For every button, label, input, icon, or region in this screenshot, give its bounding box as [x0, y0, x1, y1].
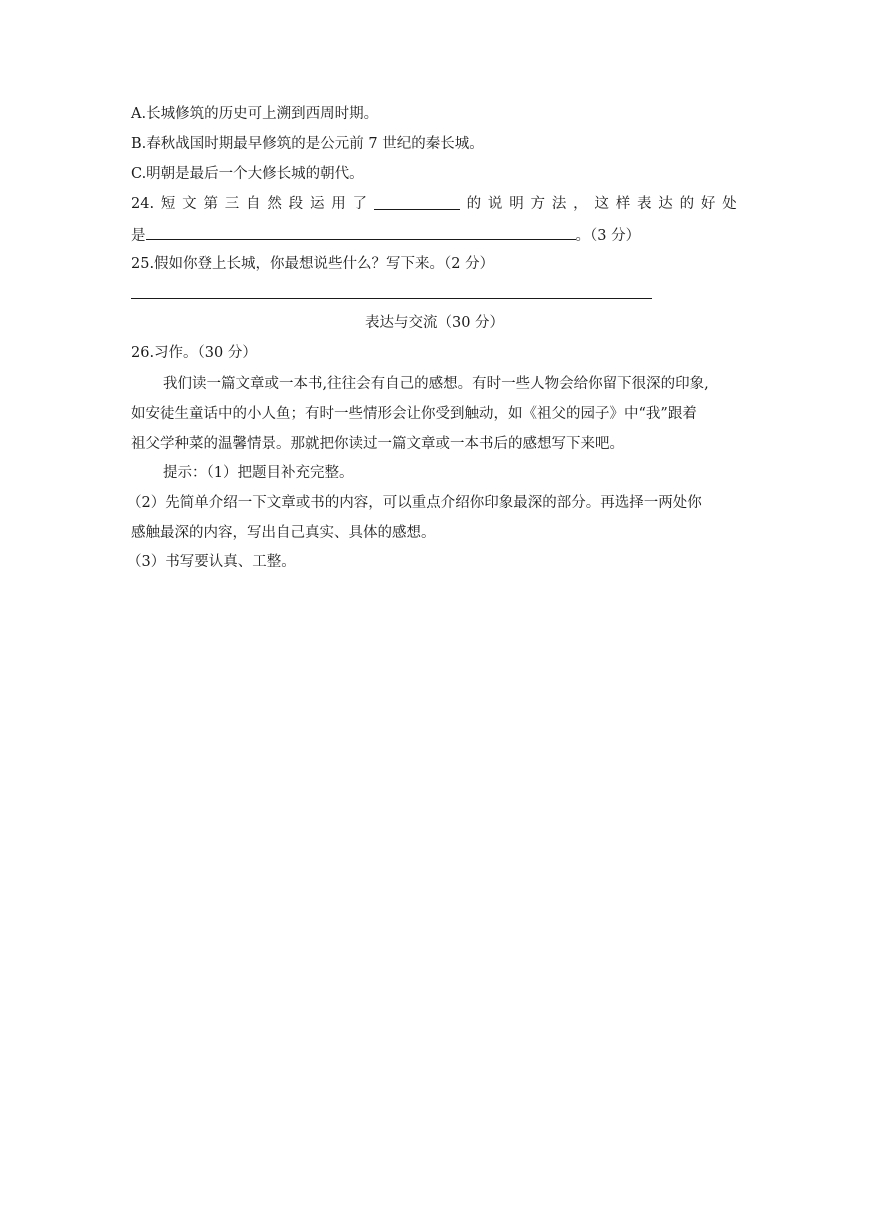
q24-method-blank[interactable]	[374, 194, 460, 210]
q24-char: 好	[700, 196, 716, 212]
q24-char: 表	[637, 196, 652, 212]
q24-char: 用	[331, 196, 346, 212]
question-26-title: 26.习作。（30 分）	[131, 345, 257, 361]
q24-char: 短	[160, 196, 176, 212]
q24-char: 24.	[131, 196, 155, 212]
q24-char: 的	[679, 196, 695, 212]
q24-line2-start: 是	[131, 228, 146, 244]
option-c: C.明朝是最后一个大修长城的朝代。	[131, 166, 364, 182]
q24-char: 了	[352, 196, 368, 212]
q24-char: 段	[288, 196, 304, 212]
q24-char: 第	[203, 196, 218, 212]
q24-char: 然	[267, 196, 282, 212]
q24-char: 的	[466, 196, 482, 212]
question-24-line1	[131, 194, 737, 214]
section-title: 表达与交流（30 分）	[364, 315, 505, 331]
q24-char: 运	[309, 196, 325, 212]
q26-tip1: 提示：（1）把题目补充完整。	[163, 465, 354, 481]
q24-char: 方	[530, 196, 546, 212]
q24-char: 文	[182, 196, 197, 212]
q26-paragraph-line2: 如安徒生童话中的小人鱼；有时一些情形会让你受到触动，如《祖父的园子》中“我”跟着	[131, 406, 697, 422]
q25-answer-line[interactable]	[131, 298, 652, 299]
q26-paragraph-line3: 祖父学种菜的温馨情景。那就把你读过一篇文章或一本书后的感想写下来吧。	[131, 436, 624, 452]
option-b: B.春秋战国时期最早修筑的是公元前 7 世纪的秦长城。	[131, 136, 484, 152]
q24-benefit-blank[interactable]	[146, 224, 576, 240]
q26-tip2-line1: （2）先简单介绍一下文章或书的内容，可以重点介绍你印象最深的部分。再选择一两处你	[127, 495, 702, 511]
q24-char: 说	[487, 196, 503, 212]
question-24-line2	[131, 224, 640, 244]
q24-char: 达	[658, 196, 673, 212]
q24-char: 处	[722, 196, 737, 212]
q24-char: 自	[246, 196, 261, 212]
q24-line2-end: 。（3 分）	[575, 228, 641, 244]
q24-char: 样	[615, 196, 631, 212]
q26-tip2-line2: 感触最深的内容，写出自己真实、具体的感想。	[131, 525, 436, 541]
q24-char: 这	[594, 196, 609, 212]
q24-char: 法	[551, 196, 567, 212]
q24-char: ，	[573, 196, 588, 212]
option-a: A.长城修筑的历史可上溯到西周时期。	[131, 106, 379, 122]
q26-paragraph-line1: 我们读一篇文章或一本书,往往会有自己的感想。有时一些人物会给你留下很深的印象,	[163, 376, 709, 392]
q24-char: 明	[509, 196, 524, 212]
q26-tip3: （3）书写要认真、工整。	[127, 554, 296, 570]
q24-char: 三	[224, 196, 240, 212]
question-25: 25.假如你登上长城，你最想说些什么？写下来。（2 分）	[131, 256, 495, 272]
